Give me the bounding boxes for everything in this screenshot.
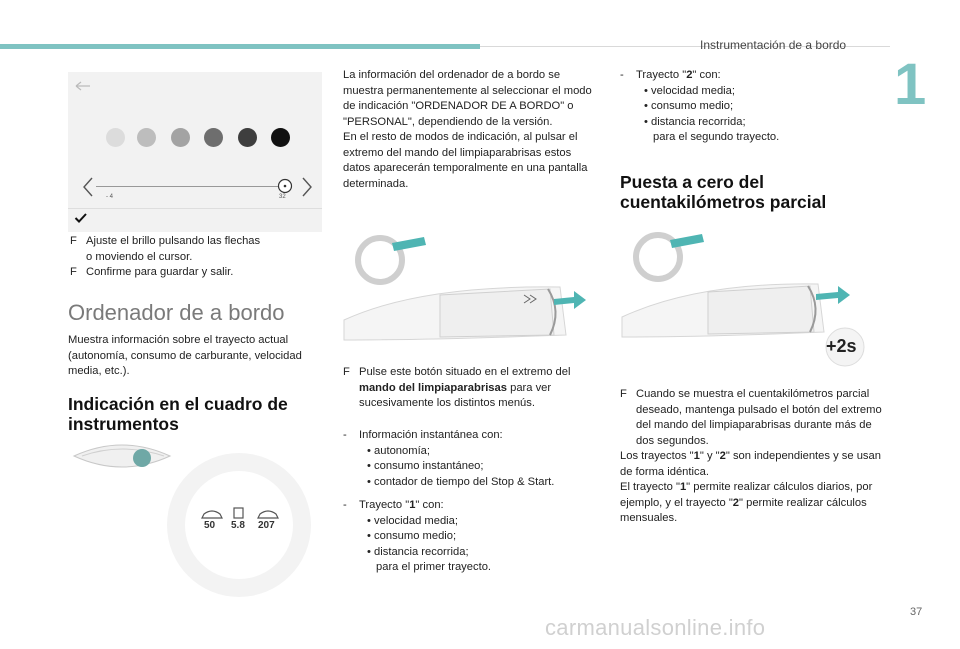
section-title-onboard-computer: Ordenador de a bordo — [68, 300, 285, 325]
dial-value-time: 207 — [258, 520, 275, 531]
page-number: 37 — [910, 606, 923, 618]
brightness-level-5 — [238, 128, 257, 147]
onboard-computer-description: La información del ordenador de a bordo se muestra permanentemente al seleccionar el modo de indicación "ORDENADOR DE A BORDO" o "PERSONAL", dependiendo de la versión. En el resto de modos de indicación, al pulsar el extremo del mando del limpiaparabrisas estos datos aparecerán temporalmente en una pantalla determinada. — [343, 69, 592, 190]
brightness-screen-figure — [68, 72, 322, 232]
chapter-title: Instrumentación de a bordo — [700, 38, 847, 52]
brightness-instructions: F Ajuste el brillo pulsando las flechas o moviendo el cursor. F Confirme para guardar y salir. — [70, 235, 261, 278]
watermark: carmanualsonline.info — [545, 615, 766, 640]
trip2-block: - Trayecto "2" con: • velocidad media; • consumo medio; • distancia recorrida; para el segundo trayecto. — [620, 69, 780, 143]
onboard-computer-intro: Muestra información sobre el trayecto actual (autonomía, consumo de carburante, velocidad media, etc.). — [68, 334, 302, 377]
slider-max-label: 32 — [279, 194, 286, 200]
brightness-slider-track — [96, 186, 280, 187]
wiper-button-instruction: F Pulse este botón situado en el extremo del mando del limpiaparabrisas para ver sucesivamente los distintos menús. — [343, 366, 571, 409]
brightness-level-1 — [106, 128, 125, 147]
trip-reset-instructions: F Cuando se muestra el cuentakilómetros parcial deseado, mantenga pulsado el botón del extremo del mando del limpiaparabrisas durante más de dos segundos. Los trayectos "1" y "2" son independientes y se usan de forma idéntica. El trayecto "1" permite realizar cálculos diarios, por ejemplo, y el trayecto "2" permite realizar cálculos mensuales. — [620, 388, 882, 524]
chapter-number: 1 — [894, 52, 927, 117]
slider-cursor-icon — [277, 178, 293, 194]
arrow-left-icon — [82, 176, 94, 198]
brightness-level-3 — [171, 128, 190, 147]
checkmark-icon — [74, 212, 88, 224]
brightness-level-2 — [137, 128, 156, 147]
instant-info-block: - Información instantánea con: • autonomía; • consumo instantáneo; • contador de tiempo del Stop & Start. — [343, 429, 555, 488]
steering-wheel-figure — [68, 438, 176, 474]
subheading-instrument-display: Indicación en el cuadro de instrumentos — [68, 394, 288, 434]
brightness-level-4 — [204, 128, 223, 147]
brightness-level-6 — [271, 128, 290, 147]
hold-duration-badge: +2s — [826, 336, 857, 356]
arrow-right-icon — [301, 176, 313, 198]
trip1-block: - Trayecto "1" con: • velocidad media; • consumo medio; • distancia recorrida; para el primer trayecto. — [343, 499, 492, 573]
dial-value-autonomy: 50 — [204, 520, 216, 531]
wiper-stalk-figure — [340, 225, 592, 350]
dial-value-consumption: 5.8 — [231, 520, 245, 531]
slider-min-label: - 4 — [106, 194, 114, 200]
subheading-trip-reset: Puesta a cero del cuentakilómetros parcial — [620, 172, 827, 212]
back-arrow-icon — [74, 80, 94, 92]
header-accent-bar — [0, 44, 480, 49]
